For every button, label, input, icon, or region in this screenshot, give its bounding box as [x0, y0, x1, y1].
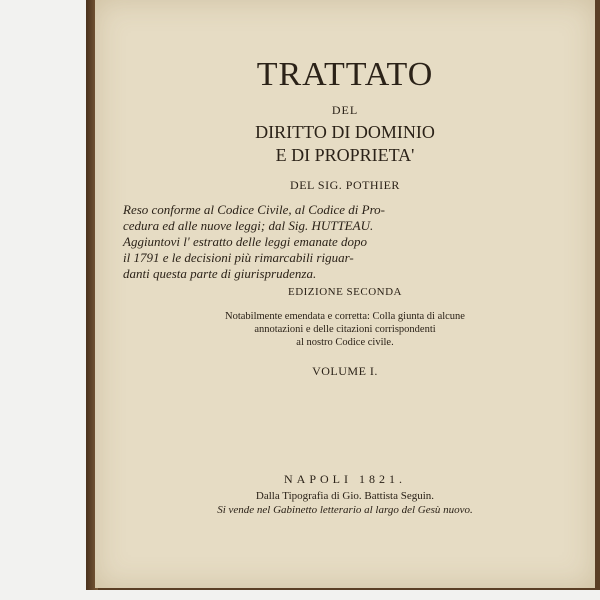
author-line: DEL SIG. POTHIER: [290, 178, 400, 192]
title-page: [95, 0, 595, 588]
description-line: Aggiuntovi l' estratto delle leggi emanate dopo: [123, 234, 367, 249]
description-line: cedura ed alle nuove leggi; dal Sig. HUTTEAU.: [123, 218, 374, 233]
description-line: Reso conforme al Codice Civile, al Codice di Pro-: [123, 202, 385, 217]
notes-line: annotazioni e delle citazioni corrispondenti: [254, 324, 436, 335]
description-line: danti questa parte di giurisprudenza.: [123, 266, 317, 281]
imprint-city-year: NAPOLI 1821.: [284, 472, 406, 486]
imprint-seller: Si vende nel Gabinetto letterario al largo del Gesù nuovo.: [217, 504, 473, 516]
imprint-printer: Dalla Tipografia di Gio. Battista Seguin.: [255, 490, 435, 502]
edition-line: EDIZIONE SECONDA: [287, 286, 402, 298]
title-connector: DEL: [331, 103, 359, 117]
subtitle-line-1: DIRITTO DI DOMINIO: [255, 122, 435, 142]
book-title: TRATTATO: [256, 56, 434, 93]
subtitle-line-2: E DI PROPRIETA': [275, 145, 415, 165]
description-line: il 1791 e le decisioni più rimarcabili riguar-: [123, 250, 354, 265]
volume-line: VOLUME I.: [312, 364, 378, 378]
notes-line: Notabilmente emendata e corretta: Colla giunta di alcune: [225, 311, 465, 322]
notes-line: al nostro Codice civile.: [296, 337, 394, 348]
